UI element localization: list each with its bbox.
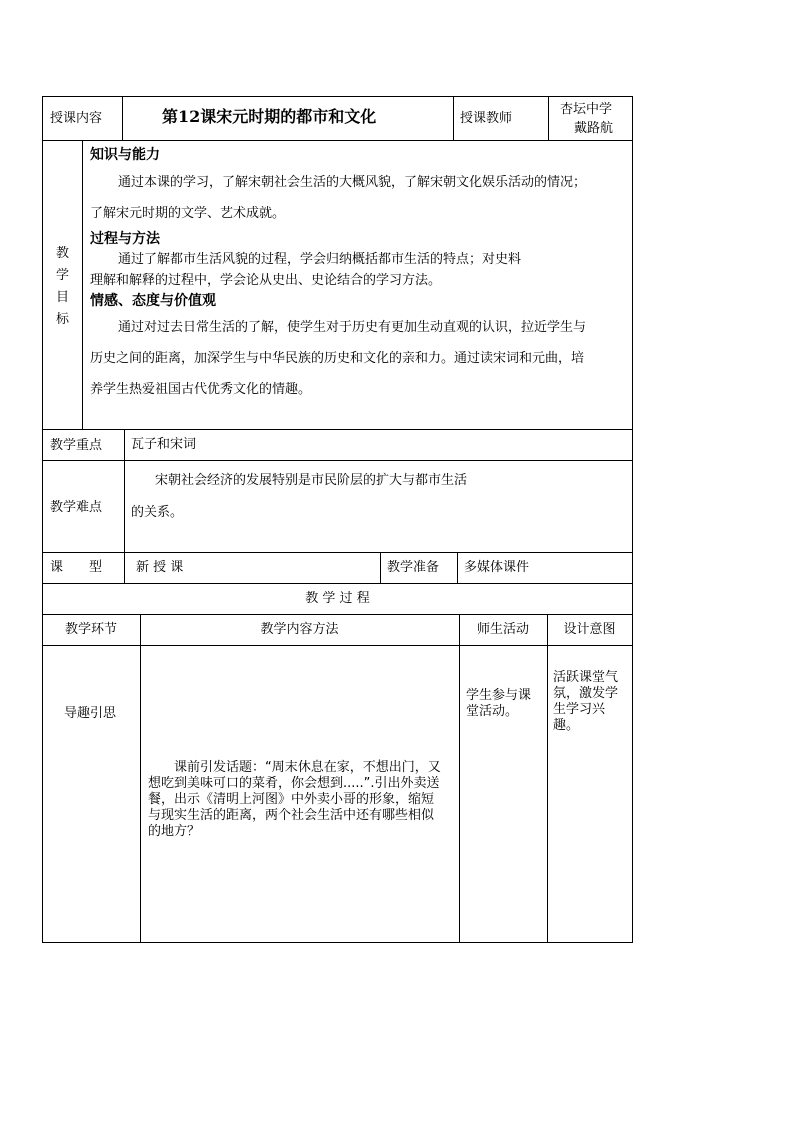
column-header-intent: 设计意图 — [563, 622, 616, 637]
knowledge-line-2: 了解宋元时期的文学、艺术成就。 — [90, 206, 286, 221]
process-line-1: 通过了解都市生活风貌的过程，学会归纳概括都市生活的特点；对史料 — [118, 252, 522, 267]
process-activity: 学生参与课堂活动。 — [466, 688, 532, 719]
content-label: 授课内容 — [50, 111, 103, 126]
rule-proc-v3 — [547, 614, 548, 943]
rule-proc-v1 — [140, 614, 141, 943]
rule-proc-v2 — [459, 614, 460, 943]
lesson-type-label: 课 型 — [50, 560, 103, 575]
process-title: 教 学 过 程 — [305, 591, 370, 606]
objectives-label-1: 教 — [56, 246, 70, 261]
teacher-name: 戴路航 — [574, 121, 614, 136]
process-line-2: 理解和解释的过程中，学会论从史出、史论结合的学习方法。 — [90, 273, 442, 288]
rule-left — [42, 96, 43, 943]
key-point-value: 瓦子和宋词 — [131, 437, 197, 452]
key-point-label: 教学重点 — [50, 438, 103, 453]
rule-right — [632, 96, 633, 943]
difficulty-line-2: 的关系。 — [131, 505, 184, 520]
knowledge-line-1: 通过本课的学习，了解宋朝社会生活的大概风貌，了解宋朝文化娱乐活动的情况； — [118, 175, 587, 190]
emotion-line-2: 历史之间的距离，加深学生与中华民族的历史和文化的亲和力。通过读宋词和元曲，培 — [90, 351, 585, 366]
teacher-label: 授课教师 — [460, 111, 513, 126]
rule-objectives-bottom — [42, 429, 633, 430]
process-stage: 导趣引思 — [64, 706, 117, 721]
rule-header-v3 — [548, 96, 549, 141]
emotion-line-3: 养学生热爱祖国古代优秀文化的情趣。 — [90, 382, 312, 397]
rule-type-v2 — [380, 552, 381, 584]
prep-value: 多媒体课件 — [464, 560, 530, 575]
rule-type-bottom — [42, 583, 633, 584]
objectives-label-3: 目 — [56, 290, 70, 305]
rule-type-v3 — [457, 552, 458, 584]
lesson-title: 第12课宋元时期的都市和文化 — [162, 107, 377, 126]
objectives-label-2: 学 — [56, 268, 70, 283]
prep-label: 教学准备 — [387, 560, 440, 575]
process-content: 课前引发话题：“周末休息在家，不想出门，又想吃到美味可口的菜肴，你会想到.....”.引出外卖送餐，出示《清明上河图》中外卖小哥的形象，缩短与现实生活的距离，两个社会生活中还有哪些相似的地方？ — [148, 760, 441, 839]
rule-keypoint-bottom — [42, 460, 633, 461]
emotion-heading: 情感、态度与价值观 — [90, 293, 216, 309]
rule-difficulty-bottom — [42, 552, 633, 553]
column-header-stage: 教学环节 — [64, 622, 117, 637]
objectives-label-4: 标 — [56, 312, 70, 327]
column-header-content: 教学内容方法 — [260, 622, 339, 637]
school-name: 杏坛中学 — [560, 102, 613, 117]
rule-top — [42, 96, 633, 97]
rule-columns-bottom — [42, 645, 633, 646]
process-heading: 过程与方法 — [90, 231, 160, 247]
rule-header-v1 — [122, 96, 123, 141]
column-header-activity: 师生活动 — [476, 622, 529, 637]
rule-process-title-bottom — [42, 614, 633, 615]
rule-header-bottom — [42, 140, 633, 141]
knowledge-heading: 知识与能力 — [90, 147, 160, 163]
rule-objectives-v — [82, 140, 83, 430]
difficulty-label: 教学难点 — [50, 500, 103, 515]
rule-bottom — [42, 942, 633, 943]
emotion-line-1: 通过对过去日常生活的了解，使学生对于历史有更加生动直观的认识，拉近学生与 — [118, 320, 587, 335]
rule-mid-v1 — [124, 429, 125, 584]
difficulty-line-1: 宋朝社会经济的发展特别是市民阶层的扩大与都市生活 — [155, 473, 468, 488]
process-intent: 活跃课堂气氛，激发学生学习兴趣。 — [553, 670, 619, 733]
rule-header-v2 — [453, 96, 454, 141]
lesson-type-value: 新 授 课 — [136, 560, 184, 575]
